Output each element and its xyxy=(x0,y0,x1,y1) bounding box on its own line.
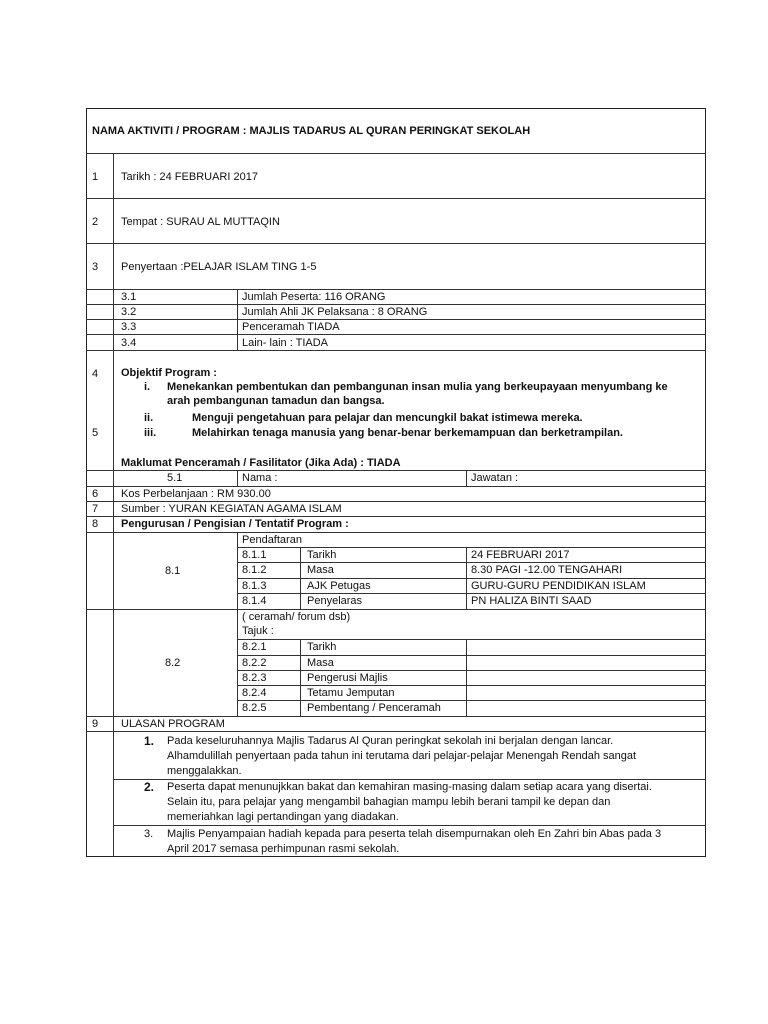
column-divider xyxy=(300,547,301,609)
ulasan-text: memeriahkan lagi pertandingan yang diadakan. xyxy=(167,811,399,823)
schedule-code: 8.2.4 xyxy=(242,687,267,699)
row-divider xyxy=(86,198,706,199)
column-divider xyxy=(237,532,238,716)
schedule-label: Masa xyxy=(307,657,334,669)
row-divider xyxy=(86,289,706,290)
ulasan-title: ULASAN PROGRAM xyxy=(121,718,225,730)
schedule-code: 8.1.4 xyxy=(242,595,267,607)
row-divider xyxy=(86,153,706,154)
pengurusan-title: Pengurusan / Pengisian / Tentatif Program : xyxy=(121,518,349,530)
row-number: 1 xyxy=(92,171,99,183)
column-divider xyxy=(466,470,467,486)
objective-text: Menguji pengetahuan para pelajar dan mencungkil bakat istimewa mereka. xyxy=(192,412,583,424)
ulasan-text: Majlis Penyampaian hadiah kepada para peserta telah disempurnakan oleh En Zahri bin Abas pada 3 xyxy=(167,828,662,840)
sub-row-number: 5.1 xyxy=(167,472,183,484)
ulasan-text: Peserta dapat menunujkkan bakat dan kemahiran masing-masing dalam setiap acara yang disertai. xyxy=(167,781,652,793)
row-divider xyxy=(113,825,706,826)
schedule-code: 8.1.1 xyxy=(242,549,267,561)
schedule-label: Pengerusi Majlis xyxy=(307,672,388,684)
column-divider xyxy=(466,639,467,716)
sub-row-text: Lain- lain : TIADA xyxy=(242,337,329,349)
schedule-code: 8.2.2 xyxy=(242,657,267,669)
row-number: 3 xyxy=(92,261,99,273)
ulasan-number: 3. xyxy=(144,828,154,840)
nama-field: Nama : xyxy=(242,472,278,484)
ulasan-text: menggalakkan. xyxy=(167,765,242,777)
schedule-label: Pembentang / Penceramah xyxy=(307,702,441,714)
ceramah-title: ( ceramah/ forum dsb) xyxy=(242,611,351,623)
row-number: 5 xyxy=(92,427,99,439)
section-number: 8.1 xyxy=(165,565,181,577)
sub-row-number: 3.2 xyxy=(121,306,137,318)
schedule-value: 8.30 PAGI -12.00 TENGAHARI xyxy=(471,564,623,576)
sub-row-number: 3.4 xyxy=(121,337,137,349)
row-number: 8 xyxy=(92,518,99,530)
row-divider xyxy=(86,319,706,320)
schedule-value: GURU-GURU PENDIDIKAN ISLAM xyxy=(471,580,646,592)
maklumat-penceramah: Maklumat Penceramah / Fasilitator (Jika Ada) : TIADA xyxy=(121,457,401,469)
row-divider xyxy=(86,731,706,732)
schedule-code: 8.1.2 xyxy=(242,564,267,576)
jawatan-field: Jawatan : xyxy=(471,472,519,484)
objektif-title: Objektif Program : xyxy=(121,367,217,379)
ulasan-text: Pada keseluruhannya Majlis Tadarus Al Quran peringkat sekolah ini berjalan dengan lancar. xyxy=(167,735,614,747)
tarikh-field: Tarikh : 24 FEBRUARI 2017 xyxy=(121,171,258,183)
schedule-code: 8.1.3 xyxy=(242,580,267,592)
row-divider xyxy=(86,532,706,533)
schedule-code: 8.2.1 xyxy=(242,641,267,653)
sub-row-text: Penceramah TIADA xyxy=(242,321,340,333)
schedule-value: 24 FEBRUARI 2017 xyxy=(471,549,570,561)
ulasan-text: Selain itu, para pelajar yang mengambil bahagian mampu lebih berani tampil ke depan dan xyxy=(167,796,611,808)
schedule-label: Tarikh xyxy=(307,549,337,561)
column-divider xyxy=(466,547,467,609)
sub-row-number: 3.3 xyxy=(121,321,137,333)
row-number: 7 xyxy=(92,503,99,515)
objective-marker: ii. xyxy=(144,412,154,424)
pendaftaran-title: Pendaftaran xyxy=(242,534,302,546)
row-number: 9 xyxy=(92,718,99,730)
tajuk-label: Tajuk : xyxy=(242,625,274,637)
column-divider xyxy=(237,289,238,350)
ulasan-text: Alhamdulillah penyertaan pada tahun ini terutama dari pelajar-pelajar Menengah Rendah sangat xyxy=(167,750,637,762)
section-number: 8.2 xyxy=(165,657,181,669)
row-divider xyxy=(86,609,706,610)
schedule-label: Masa xyxy=(307,564,334,576)
sub-row-number: 3.1 xyxy=(121,291,137,303)
objective-text: Melahirkan tenaga manusia yang benar-benar berkemampuan dan berketrampilan. xyxy=(192,427,623,439)
tempat-field: Tempat : SURAU AL MUTTAQIN xyxy=(121,216,280,228)
sumber-field: Sumber : YURAN KEGIATAN AGAMA ISLAM xyxy=(121,503,342,515)
kos-field: Kos Perbelanjaan : RM 930.00 xyxy=(121,488,271,500)
ulasan-number: 2. xyxy=(144,780,155,794)
objective-text: Menekankan pembentukan dan pembangunan insan mulia yang berkeupayaan menyumbang ke xyxy=(167,381,668,393)
row-divider xyxy=(86,334,706,335)
row-number: 4 xyxy=(92,368,99,380)
column-divider xyxy=(113,153,114,857)
row-number: 6 xyxy=(92,488,99,500)
row-divider xyxy=(86,350,706,351)
schedule-label: Tarikh xyxy=(307,641,337,653)
objective-marker: i. xyxy=(144,381,151,393)
schedule-code: 8.2.5 xyxy=(242,702,267,714)
ulasan-text: April 2017 semasa perhimpunan rasmi sekolah. xyxy=(167,843,400,855)
objective-marker: iii. xyxy=(144,427,157,439)
penyertaan-field: Penyertaan :PELAJAR ISLAM TING 1-5 xyxy=(121,261,317,273)
sub-row-text: Jumlah Ahli JK Pelaksana : 8 ORANG xyxy=(242,306,428,318)
row-number: 2 xyxy=(92,216,99,228)
sub-row-text: Jumlah Peserta: 116 ORANG xyxy=(242,291,386,303)
schedule-label: Tetamu Jemputan xyxy=(307,687,395,699)
schedule-value: PN HALIZA BINTI SAAD xyxy=(471,595,592,607)
ulasan-number: 1. xyxy=(144,734,155,748)
column-divider xyxy=(237,470,238,486)
schedule-code: 8.2.3 xyxy=(242,672,267,684)
column-divider xyxy=(300,639,301,716)
form-title: NAMA AKTIVITI / PROGRAM : MAJLIS TADARUS AL QURAN PERINGKAT SEKOLAH xyxy=(92,125,531,137)
objective-text: arah pembangunan tamadun dan bangsa. xyxy=(167,395,385,407)
schedule-label: AJK Petugas xyxy=(307,580,371,592)
row-divider xyxy=(86,243,706,244)
schedule-label: Penyelaras xyxy=(307,595,363,607)
